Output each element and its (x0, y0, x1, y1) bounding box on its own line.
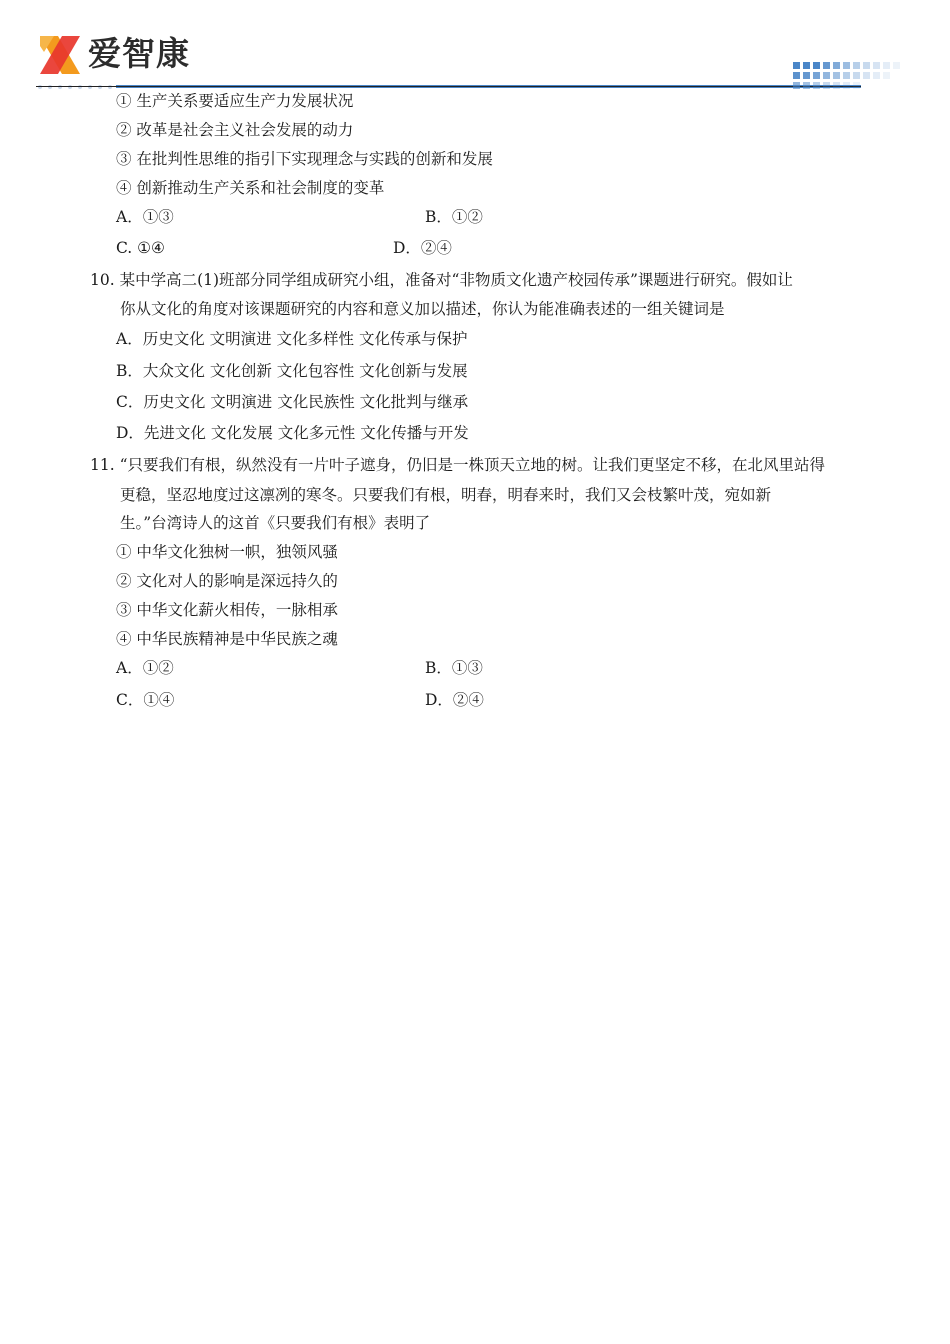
q9-statement-4: ④ 创新推动生产关系和社会制度的变革 (116, 179, 385, 197)
header-rule (36, 86, 861, 87)
q11-statement-3: ③ 中华文化薪火相传，一脉相承 (116, 601, 338, 619)
q10-option-d: D．先进文化 文化发展 文化多元性 文化传播与开发 (116, 424, 469, 442)
q11-option-b: B．①③ (425, 659, 483, 677)
q11-statement-4: ④ 中华民族精神是中华民族之魂 (116, 630, 338, 648)
page-header (0, 0, 950, 95)
q9-option-d: D．②④ (393, 239, 452, 257)
q11-option-c: C．①④ (116, 691, 175, 709)
q9-option-a: A．①③ (116, 208, 174, 226)
brand-logo-icon (40, 36, 80, 74)
q11-option-a: A．①② (116, 659, 174, 677)
q10-option-a: A．历史文化 文明演进 文化多样性 文化传承与保护 (116, 330, 468, 348)
q11-statement-1: ① 中华文化独树一帜，独领风骚 (116, 543, 338, 561)
q10-option-b: B．大众文化 文化创新 文化包容性 文化创新与发展 (116, 362, 468, 380)
q11-stem-line-3: 生。”台湾诗人的这首《只要我们有根》表明了 (120, 514, 431, 532)
q11-stem-line-1: 11. “只要我们有根，纵然没有一片叶子遮身，仍旧是一株顶天立地的树。让我们更坚定不移，在北风里站得 (90, 456, 826, 474)
q9-statement-3: ③ 在批判性思维的指引下实现理念与实践的创新和发展 (116, 150, 493, 168)
q9-option-c: C. ①④ (116, 239, 165, 257)
q11-stem-line-2: 更稳，坚忍地度过这凛冽的寒冬。只要我们有根，明春，明春来时，我们又会枝繁叶茂，宛如新 (120, 486, 772, 504)
q10-stem-line-2: 你从文化的角度对该课题研究的内容和意义加以描述，你认为能准确表述的一组关键词是 (120, 300, 725, 318)
q11-option-d: D．②④ (425, 691, 484, 709)
brand-name: 爱智康 (88, 34, 190, 73)
q9-option-b: B．①② (425, 208, 483, 226)
q10-stem-line-1: 10. 某中学高二(1)班部分同学组成研究小组，准备对“非物质文化遗产校园传承”课题进行研究。假如让 (90, 271, 793, 289)
q11-statement-2: ② 文化对人的影响是深远持久的 (116, 572, 338, 590)
header-dotted-rule (36, 83, 916, 91)
header-decorative-squares (793, 60, 933, 92)
q10-option-c: C．历史文化 文明演进 文化民族性 文化批判与继承 (116, 393, 469, 411)
q9-statement-1: ① 生产关系要适应生产力发展状况 (116, 92, 354, 110)
q9-statement-2: ② 改革是社会主义社会发展的动力 (116, 121, 354, 139)
